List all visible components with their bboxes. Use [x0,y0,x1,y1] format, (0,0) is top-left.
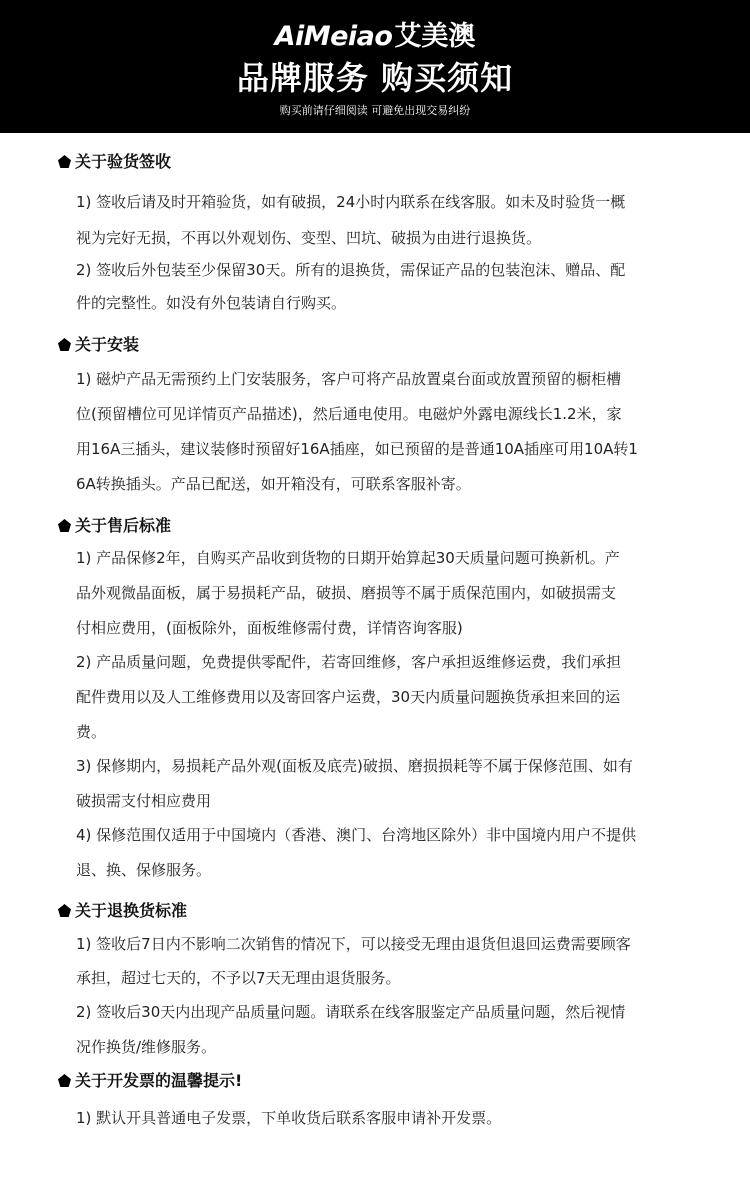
section-heading [58,514,171,538]
paragraph-line: 2) 签收后30天内出现产品质量问题。请联系在线客服鉴定产品质量问题，然后视情 [76,1003,626,1021]
brand-logo-latin: AiMeiao [274,21,393,52]
section-heading-text: 关于售后标准 [75,516,172,535]
paragraph-line: 1) 签收后7日内不影响二次销售的情况下，可以接受无理由退货但退回运费需要顾客 [76,935,631,953]
paragraph-line: 破损需支付相应费用 [76,792,212,810]
section-heading-text: 关于安装 [75,335,140,354]
paragraph-line: 费。 [76,723,107,741]
page-title: 品牌服务 购买须知 [236,59,514,97]
paragraph-line: 1) 产品保修2年，自购买产品收到货物的日期开始算起30天质量问题可换新机。产 [76,549,620,567]
paragraph-line: 用16A三插头，建议装修时预留好16A插座，如已预留的是普通10A插座可用10A转1 [76,440,638,458]
paragraph-line: 配件费用以及人工维修费用以及寄回客户运费，30天内质量问题换货承担来回的运 [76,688,621,706]
paragraph-line: 2) 产品质量问题，免费提供零配件，若寄回维修，客户承担返维修运费，我们承担 [76,653,622,671]
paragraph-line: 位(预留槽位可见详情页产品描述)，然后通电使用。电磁炉外露电源线长1.2米，家 [76,405,622,423]
paragraph-line: 况作换货/维修服务。 [76,1038,217,1056]
section-heading [58,899,187,923]
paragraph-line: 承担，超过七天的，不予以7天无理由退货服务。 [76,969,401,987]
paragraph-line: 2) 签收后外包装至少保留30天。所有的退换货，需保证产品的包装泡沫、赠品、配 [76,261,626,279]
paragraph-line: 1) 签收后请及时开箱验货，如有破损，24小时内联系在线客服。如未及时验货一概 [76,193,626,211]
pentagon-bullet-icon [58,155,71,168]
paragraph-line: 件的完整性。如没有外包装请自行购买。 [76,294,347,312]
paragraph-line: 4) 保修范围仅适用于中国境内（香港、澳门、台湾地区除外）非中国境内用户不提供 [76,826,637,844]
brand-logo [0,20,750,54]
paragraph-line: 付相应费用，(面板除外，面板维修需付费，详情咨询客服) [76,619,463,637]
paragraph-line: 1) 默认开具普通电子发票，下单收货后联系客服申请补开发票。 [76,1109,502,1127]
brand-logo-chinese: 艾美澳 [394,21,476,52]
section-heading [58,1069,242,1093]
section-heading-text: 关于退换货标准 [75,901,188,920]
paragraph-line: 6A转换插头。产品已配送，如开箱没有，可联系客服补寄。 [76,475,471,493]
pentagon-bullet-icon [58,519,71,532]
pentagon-bullet-icon [58,338,71,351]
page-subtitle: 购买前请仔细阅读 可避免出现交易纠纷 [279,104,471,117]
paragraph-line: 品外观微晶面板，属于易损耗产品，破损、磨损等不属于质保范围内，如破损需支 [76,584,617,602]
pentagon-bullet-icon [58,904,71,917]
paragraph-line: 1) 磁炉产品无需预约上门安装服务，客户可将产品放置桌台面或放置预留的橱柜槽 [76,370,622,388]
section-heading [58,333,139,357]
paragraph-line: 3) 保修期内，易损耗产品外观(面板及底壳)破损、磨损损耗等不属于保修范围、如有 [76,757,633,775]
paragraph-line: 视为完好无损，不再以外观划伤、变型、凹坑、破损为由进行退换货。 [76,229,542,247]
section-heading [58,150,171,174]
section-heading-text: 关于验货签收 [75,152,172,171]
paragraph-line: 退、换、保修服务。 [76,861,212,879]
header-banner [0,0,750,133]
section-heading-text: 关于开发票的温馨提示! [75,1071,243,1090]
pentagon-bullet-icon [58,1074,71,1087]
